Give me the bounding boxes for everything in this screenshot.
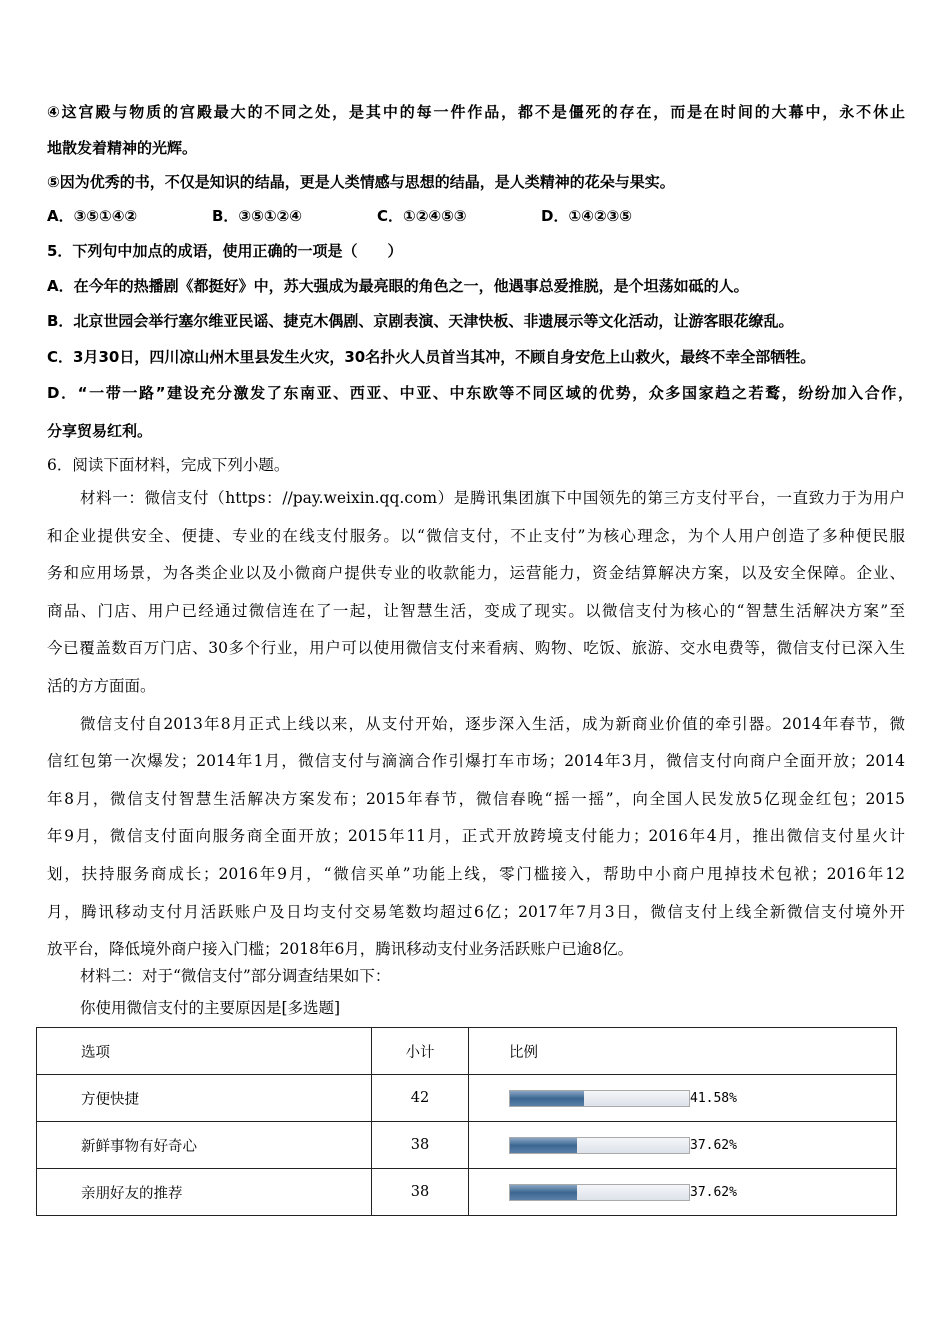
survey-question: 你使用微信支付的主要原因是[多选题] (80, 999, 341, 1017)
option-cell: 方便快捷 (37, 1075, 372, 1122)
progress-bar (509, 1137, 690, 1154)
sentence-5: ⑤因为优秀的书，不仅是知识的结晶，更是人类情感与思想的结晶，是人类精神的花朵与果实。 (47, 173, 675, 191)
question-5-option-d-line-1: D．“一带一路”建设充分激发了东南亚、西亚、中亚、中东欧等不同区域的优势，众多国家趋之若鹜，纷纷加入合作， (47, 384, 913, 402)
material-line: 活的方方面面。 (47, 677, 156, 695)
progress-fill (510, 1091, 584, 1106)
question-5-option-a: A．在今年的热播剧《都挺好》中，苏大强成为最亮眼的角色之一，他遇事总爱推脱，是个坦荡如砥的人。 (47, 277, 749, 295)
material-line: 和企业提供安全、便捷、专业的在线支付服务。以“微信支付，不止支付”为核心理念，为个人用户创造了多种便民服 (47, 526, 905, 545)
option-cell: 亲朋好友的推荐 (37, 1169, 372, 1216)
table-header-row (37, 1028, 897, 1075)
material-line: 月，腾讯移动支付月活跃账户及日均支付交易笔数均超过6亿；2017年7月3日，微信支付上线全新微信支付境外开 (47, 902, 905, 921)
option-cell: 新鲜事物有好奇心 (37, 1122, 372, 1169)
material-line: 划，扶持服务商成长；2016年9月，“微信买单”功能上线，零门槛接入，帮助中小商户甩掉技术包袱；2016年12 (47, 865, 905, 883)
percent-label: 41.58% (690, 1090, 737, 1106)
material-line: 今已覆盖数百万门店、30多个行业，用户可以使用微信支付来看病、购物、吃饭、旅游、交水电费等，微信支付已深入生 (47, 639, 905, 658)
table-row (37, 1122, 897, 1169)
material-line: 微信支付自2013年8月正式上线以来，从支付开始，逐步深入生活，成为新商业价值的牵引器。2014年春节，微 (80, 714, 905, 733)
ratio-cell (469, 1075, 897, 1122)
material-line: 务和应用场景，为各类企业以及小微商户提供专业的收款能力，运营能力，资金结算解决方案，以及安全保障。企业、 (47, 564, 905, 583)
header-ratio: 比例 (469, 1028, 897, 1075)
question-5-option-c: C．3月30日，四川凉山州木里县发生火灾，30名扑火人员首当其冲，不顾自身安危上山救火，最终不幸全部牺牲。 (47, 348, 816, 366)
material-2-intro: 材料二：对于“微信支付”部分调查结果如下： (80, 967, 391, 985)
option-a: A．③⑤①④② (47, 207, 138, 225)
percent-label: 37.62% (690, 1137, 737, 1153)
question-5-stem: 5．下列句中加点的成语，使用正确的一项是（ ） (47, 242, 403, 260)
count-cell: 38 (372, 1169, 469, 1216)
question-5-option-d-line-2: 分享贸易红利。 (47, 422, 153, 440)
question-6-stem: 6．阅读下面材料，完成下列小题。 (47, 456, 290, 474)
option-b: B．③⑤①②④ (212, 207, 302, 225)
header-option: 选项 (37, 1028, 372, 1075)
material-line: 年9月，微信支付面向服务商全面开放；2015年11月，正式开放跨境支付能力；2016年4月，推出微信支付星火计 (47, 827, 905, 846)
count-cell: 38 (372, 1122, 469, 1169)
progress-bar (509, 1184, 690, 1201)
material-line: 材料一：微信支付（https：//pay.weixin.qq.com）是腾讯集团旗下中国领先的第三方支付平台，一直致力于为用户 (80, 489, 905, 507)
progress-fill (510, 1138, 577, 1153)
table-row (37, 1169, 897, 1216)
percent-label: 37.62% (690, 1184, 737, 1200)
progress-fill (510, 1185, 577, 1200)
ratio-cell (469, 1169, 897, 1216)
table-row (37, 1075, 897, 1122)
progress-bar (509, 1090, 690, 1107)
option-d: D．①④②③⑤ (541, 207, 632, 225)
count-cell: 42 (372, 1075, 469, 1122)
material-line: 放平台，降低境外商户接入门槛；2018年6月，腾讯移动支付业务活跃账户已逾8亿。 (47, 940, 634, 959)
question-5-option-b: B．北京世园会举行塞尔维亚民谣、捷克木偶剧、京剧表演、天津快板、非遗展示等文化活动，让游客眼花缭乱。 (47, 312, 794, 330)
survey-table (36, 1027, 897, 1216)
sentence-4-line-2: 地散发着精神的光辉。 (47, 139, 198, 157)
material-line: 年8月，微信支付智慧生活解决方案发布；2015年春节，微信春晚“摇一摇”，向全国人民发放5亿现金红包；2015 (47, 789, 905, 808)
ratio-cell (469, 1122, 897, 1169)
material-line: 商品、门店、用户已经通过微信连在了一起，让智慧生活，变成了现实。以微信支付为核心的“智慧生活解决方案”至 (47, 601, 905, 620)
material-line: 信红包第一次爆发；2014年1月，微信支付与滴滴合作引爆打车市场；2014年3月，微信支付向商户全面开放；2014 (47, 752, 905, 771)
sentence-4-line-1: ④这宫殿与物质的宫殿最大的不同之处，是其中的每一件作品，都不是僵死的存在，而是在时间的大幕中，永不休止 (47, 103, 905, 121)
option-c: C．①②④⑤③ (377, 207, 467, 225)
header-count: 小计 (372, 1028, 469, 1075)
